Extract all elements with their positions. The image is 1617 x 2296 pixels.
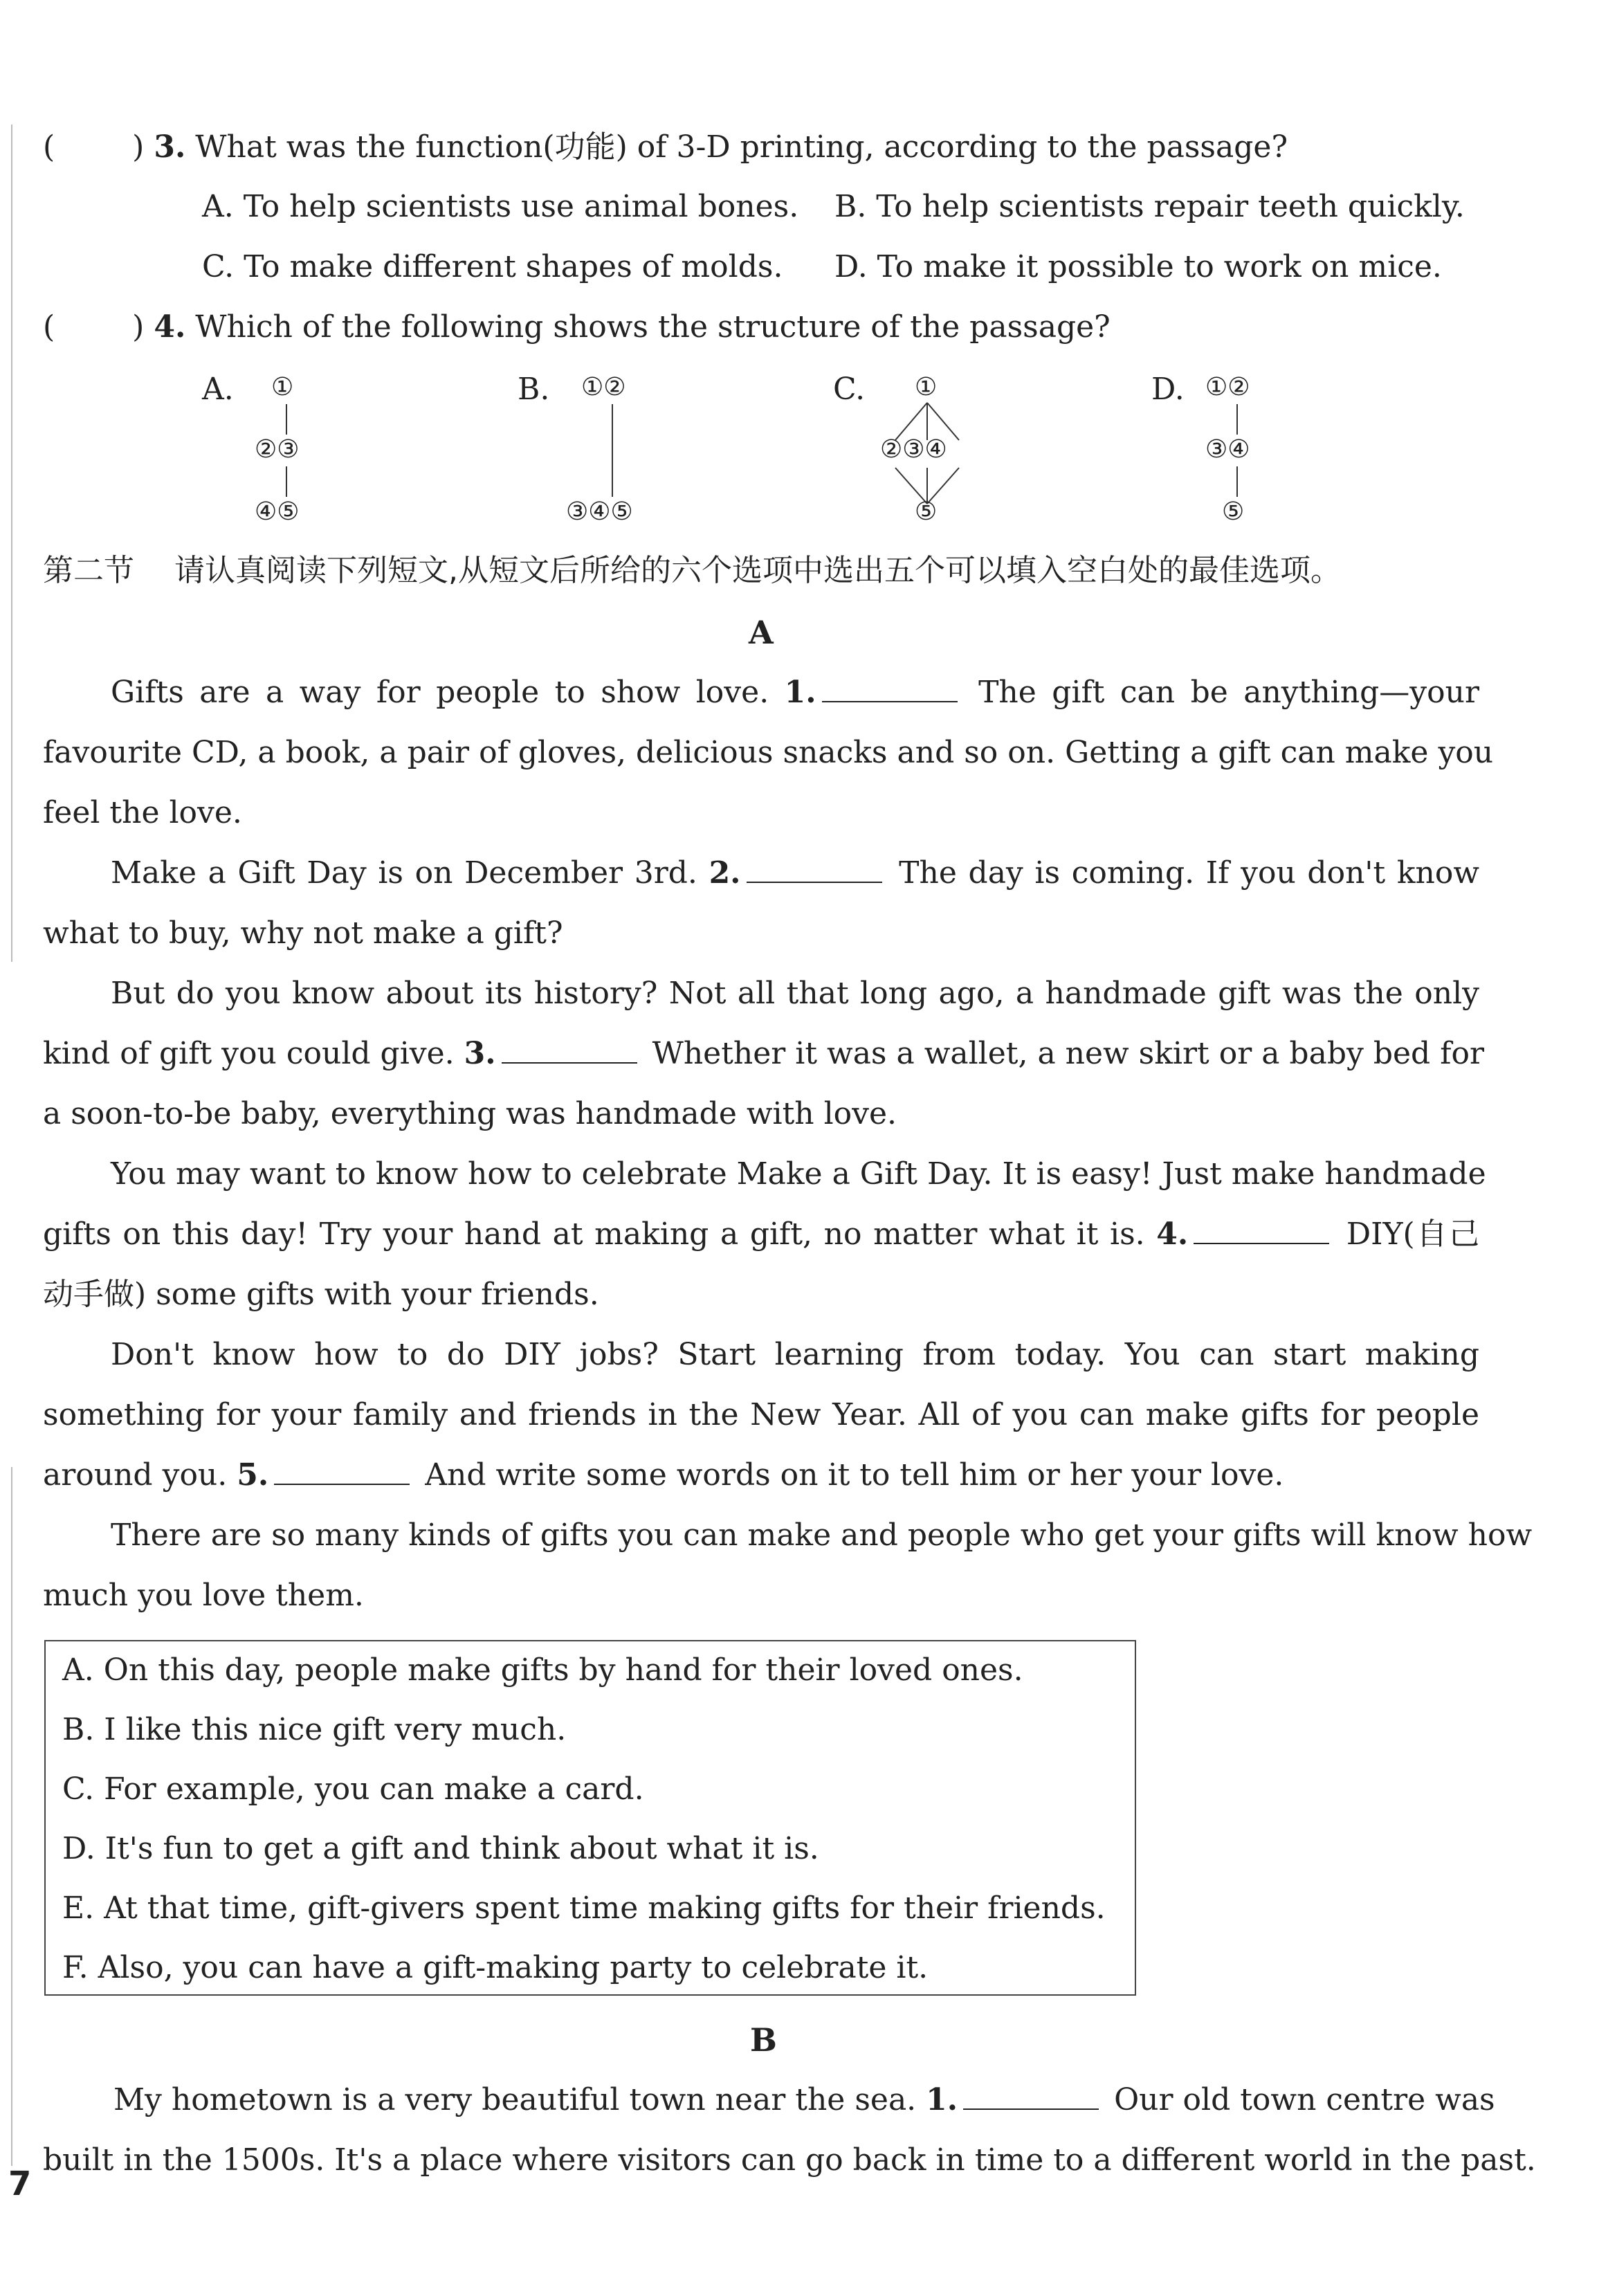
blank-number: 1.	[784, 675, 816, 710]
diagram-node: ④⑤	[255, 498, 300, 526]
margin-rule-bottom	[11, 1467, 12, 2166]
option-f: F. Also, you can have a gift-making party to celebrate it.	[62, 1950, 929, 1985]
options-box	[44, 1640, 1136, 1996]
q4-option-a-label: A.	[202, 372, 234, 407]
passage-a-p1-line2: favourite CD, a book, a pair of gloves, delicious snacks and so on. Getting a gift can make you	[43, 735, 1494, 770]
margin-rule-top	[11, 125, 12, 962]
section-instruction: 请认真阅读下列短文,从短文后所给的六个选项中选出五个可以填入空白处的最佳选项。	[174, 553, 1341, 588]
passage-a-p4-line2: gifts on this day! Try your hand at making a gift, no matter what it is. 4. DIY(自己	[43, 1217, 1479, 1252]
answer-paren-close: )	[132, 309, 145, 345]
diagram-node: ②③	[255, 435, 300, 464]
option-b: B. I like this nice gift very much.	[62, 1712, 567, 1747]
answer-blank-2[interactable]	[747, 854, 882, 883]
diagram-node: ③④⑤	[566, 498, 633, 526]
blank-number: 1.	[926, 2082, 958, 2117]
page-number: 7	[8, 2165, 32, 2203]
diagram-link	[1236, 466, 1238, 497]
answer-paren-close: )	[132, 129, 145, 165]
question-text: What was the function(功能) of 3-D printing, according to the passage?	[195, 129, 1288, 165]
answer-blank-b1[interactable]	[963, 2081, 1099, 2110]
passage-a-p3-line3: a soon-to-be baby, everything was handmade with love.	[43, 1096, 897, 1131]
diagram-node: ⑤	[915, 498, 938, 526]
diagram-node: ①	[915, 373, 938, 401]
question-number: 3.	[154, 129, 186, 165]
answer-paren-open: (	[43, 309, 55, 345]
question-4	[43, 308, 1111, 347]
passage-a-p2-line2: what to buy, why not make a gift?	[43, 915, 563, 951]
blank-number: 4.	[1156, 1217, 1189, 1252]
question-number: 4.	[154, 309, 186, 345]
blank-number: 5.	[237, 1457, 269, 1493]
q3-option-b: B. To help scientists repair teeth quickly.	[834, 189, 1465, 224]
answer-blank-3[interactable]	[502, 1035, 637, 1064]
diagram-node: ⑤	[1222, 498, 1245, 526]
question-text: Which of the following shows the structure of the passage?	[195, 309, 1111, 345]
answer-blank-1[interactable]	[822, 673, 958, 702]
q3-option-d: D. To make it possible to work on mice.	[834, 249, 1442, 284]
blank-number: 2.	[709, 855, 741, 891]
passage-a-p1-line3: feel the love.	[43, 795, 242, 830]
section-2-heading	[43, 552, 1341, 590]
passage-a-p4-line1: You may want to know how to celebrate Make a Gift Day. It is easy! Just make handmade	[111, 1156, 1486, 1192]
answer-blank-4[interactable]	[1194, 1215, 1329, 1244]
option-d: D. It's fun to get a gift and think about what it is.	[62, 1831, 819, 1866]
diagram-node: ②③④	[880, 435, 947, 464]
diagram-link	[612, 404, 613, 497]
option-e: E. At that time, gift-givers spent time making gifts for their friends.	[62, 1890, 1106, 1926]
passage-b-title: B	[750, 2021, 777, 2059]
passage-b-p1-line2: built in the 1500s. It's a place where visitors can go back in time to a different world in the past.	[43, 2142, 1536, 2178]
diagram-link	[1236, 404, 1238, 435]
answer-paren-open: (	[43, 129, 55, 165]
diagram-link	[286, 466, 287, 497]
q3-option-a: A. To help scientists use animal bones.	[202, 189, 799, 224]
q3-option-c: C. To make different shapes of molds.	[202, 249, 783, 284]
diagram-link	[286, 404, 287, 435]
passage-a-p1-line1: Gifts are a way for people to show love. 1. The gift can be anything—your	[111, 675, 1479, 710]
passage-a-p3-line2: kind of gift you could give. 3. Whether it was a wallet, a new skirt or a baby bed for	[43, 1036, 1485, 1071]
option-a: A. On this day, people make gifts by hand for their loved ones.	[62, 1652, 1023, 1688]
section-title: 第二节	[43, 553, 134, 588]
blank-number: 3.	[464, 1036, 496, 1071]
option-c: C. For example, you can make a card.	[62, 1771, 644, 1807]
passage-b-p1-line1: My hometown is a very beautiful town near the sea. 1. Our old town centre was	[113, 2082, 1495, 2117]
q4-option-d-label: D.	[1151, 372, 1185, 407]
passage-a-p5-line2: something for your family and friends in the New Year. All of you can make gifts for people	[43, 1397, 1479, 1432]
passage-a-p4-line3: 动手做) some gifts with your friends.	[43, 1277, 599, 1312]
question-3	[43, 128, 1288, 167]
passage-a-title: A	[749, 614, 774, 651]
passage-a-p3-line1: But do you know about its history? Not all that long ago, a handmade gift was the only	[111, 976, 1479, 1011]
diagram-node: ①②	[1205, 373, 1250, 401]
answer-blank-5[interactable]	[274, 1456, 410, 1485]
passage-a-p2-line1: Make a Gift Day is on December 3rd. 2. The day is coming. If you don't know	[111, 855, 1479, 891]
passage-a-p6-line2: much you love them.	[43, 1578, 364, 1613]
diagram-node: ①②	[581, 373, 626, 401]
q4-option-b-label: B.	[518, 372, 550, 407]
passage-a-p6-line1: There are so many kinds of gifts you can make and people who get your gifts will know how	[111, 1518, 1533, 1553]
passage-a-p5-line1: Don't know how to do DIY jobs? Start learning from today. You can start making	[111, 1337, 1479, 1372]
diagram-node: ③④	[1205, 435, 1250, 464]
passage-a-p5-line3: around you. 5. And write some words on it to tell him or her your love.	[43, 1457, 1284, 1493]
diagram-node: ①	[271, 373, 294, 401]
q4-option-c-label: C.	[833, 372, 866, 407]
